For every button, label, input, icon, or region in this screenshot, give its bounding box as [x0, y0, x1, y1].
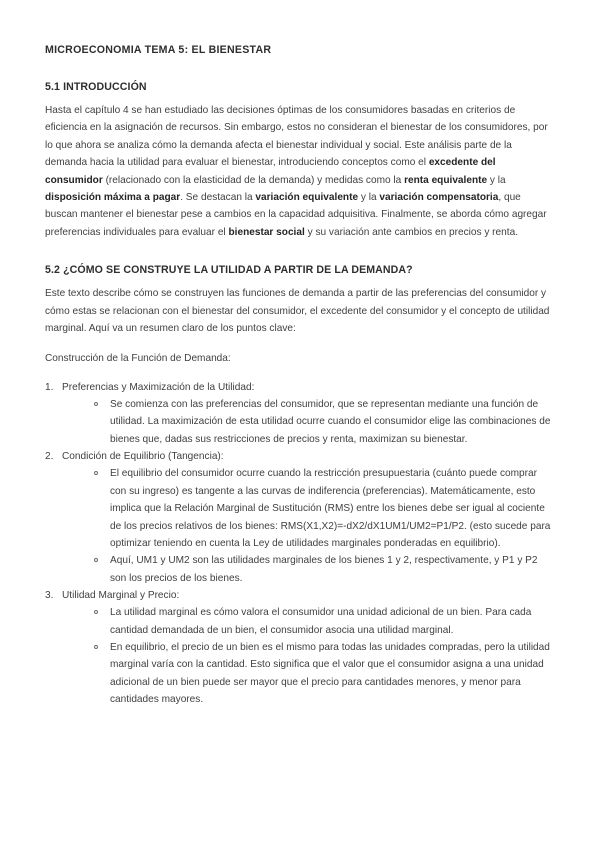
section-heading-5-1: 5.1 INTRODUCCIÓN: [45, 80, 147, 93]
paragraph-run-3: y la: [487, 174, 506, 186]
term-excedente-del-consumidor: excedente del consumidor: [45, 157, 496, 186]
hollow-circle-bullet-icon: [94, 645, 98, 649]
term-variacion-compensatoria: variación compensatoria: [379, 191, 499, 203]
list-number-marker: [45, 587, 53, 604]
list-item-title: Utilidad Marginal y Precio:: [62, 589, 180, 601]
sub-bullet-list: [62, 465, 555, 587]
term-variacion-equivalente: variación equivalente: [255, 191, 359, 203]
list-item: [45, 379, 555, 448]
sub-bullet-item: [93, 552, 555, 587]
sub-bullet-text: La utilidad marginal es cómo valora el consumidor una unidad adicional de un bien. Para cada cantidad demandada de un bien, el consumidor asocia una utilidad marginal.: [110, 607, 532, 636]
paragraph-run-1: Hasta el capítulo 4 se han estudiado las decisiones óptimas de los consumidores basadas en criterios de eficiencia en la asignación de recursos. Sin embargo, estos no consideran el bienestar de los consumidores, por lo que ahora se analiza cómo la demanda afecta el bienestar individual y social. Este análisis parte de la demanda hacia la utilidad para evaluar el bienestar, introduciendo conceptos como el: [45, 105, 548, 169]
sub-bullet-item: [93, 465, 555, 552]
hollow-circle-bullet-icon: [94, 471, 98, 475]
term-disposicion-maxima-a-pagar: disposición máxima a pagar: [45, 191, 181, 203]
construccion-funcion-demanda-lead-in: Construcción de la Función de Demanda:: [45, 353, 231, 365]
hollow-circle-bullet-icon: [94, 402, 98, 406]
list-item: [45, 587, 555, 709]
sub-bullet-text: El equilibrio del consumidor ocurre cuando la restricción presupuestaria (cuánto puede comprar con su ingreso) es tangente a las curvas de indiferencia (preferencias). Matemáticamente, esto implica que la Relación Marginal de Sustitución (RMS) entre los bienes debe ser igual al cociente de los precios relativos de los bienes: RMS(X1,X2)=-dX2/dX1UM1/UM2=P1/P2. (esto sucede para optimizar teniendo en cuenta la Ley de utilidades marginales ponderadas en equilibrio).: [110, 468, 551, 549]
sub-bullet-item: [93, 604, 555, 639]
list-item-title: Condición de Equilibrio (Tangencia):: [62, 451, 224, 463]
paragraph-run-5: y la: [358, 191, 380, 203]
hollow-circle-bullet-icon: [94, 558, 98, 562]
list-number-marker: [45, 379, 53, 396]
term-bienestar-social: bienestar social: [228, 226, 305, 238]
sub-bullet-list: [62, 604, 555, 708]
paragraph-run-4: . Se destacan la: [180, 191, 256, 203]
sub-bullet-text: En equilibrio, el precio de un bien es el mismo para todas las unidades compradas, pero la utilidad marginal varía con la cantidad. Esto significa que el valor que el consumidor asigna a una unidad adicional de un bien puede ser mayor que el precio para cantidades menores, y menor para cantidades mayores.: [110, 642, 550, 706]
list-number-marker: [45, 448, 53, 465]
hollow-circle-bullet-icon: [94, 610, 98, 614]
paragraph-run-2: (relacionado con la elasticidad de la demanda) y medidas como la: [102, 174, 405, 186]
section-5-1-paragraph: [45, 102, 555, 241]
list-item: [45, 448, 555, 587]
document-title: MICROECONOMIA TEMA 5: EL BIENESTAR: [45, 44, 272, 56]
sub-bullet-text: Se comienza con las preferencias del consumidor, que se representan mediante una función de utilidad. La maximización de esta utilidad ocurre cuando el consumidor elige las combinaciones de bienes que, dadas sus restricciones de precios y renta, maximizan su bienestar.: [110, 399, 551, 445]
section-heading-5-2: 5.2 ¿CÓMO SE CONSTRUYE LA UTILIDAD A PARTIR DE LA DEMANDA?: [45, 263, 413, 276]
section-5-2-intro-paragraph: Este texto describe cómo se construyen las funciones de demanda a partir de las preferencias del consumidor y cómo estas se relacionan con el bienestar del consumidor, el excedente del consumidor y el concepto de utilidad marginal. Aquí va un resumen claro de los puntos clave:: [45, 288, 550, 334]
list-item-title: Preferencias y Maximización de la Utilidad:: [62, 381, 255, 393]
sub-bullet-item: [93, 396, 555, 448]
sub-bullet-text: Aquí, UM1 y UM2 son las utilidades marginales de los bienes 1 y 2, respectivamente, y P1 y P2 son los precios de los bienes.: [110, 555, 538, 584]
paragraph-run-7: y su variación ante cambios en precios y renta.: [304, 226, 518, 238]
numbered-list: [45, 379, 555, 709]
sub-bullet-item: [93, 639, 555, 708]
paragraph-run-6: , que buscan mantener el bienestar pese a cambios en la capacidad adquisitiva. Finalmente, se aborda cómo agregar preferencias individuales para evaluar el: [45, 191, 547, 238]
term-renta-equivalente: renta equivalente: [404, 174, 488, 186]
sub-bullet-list: [62, 396, 555, 448]
